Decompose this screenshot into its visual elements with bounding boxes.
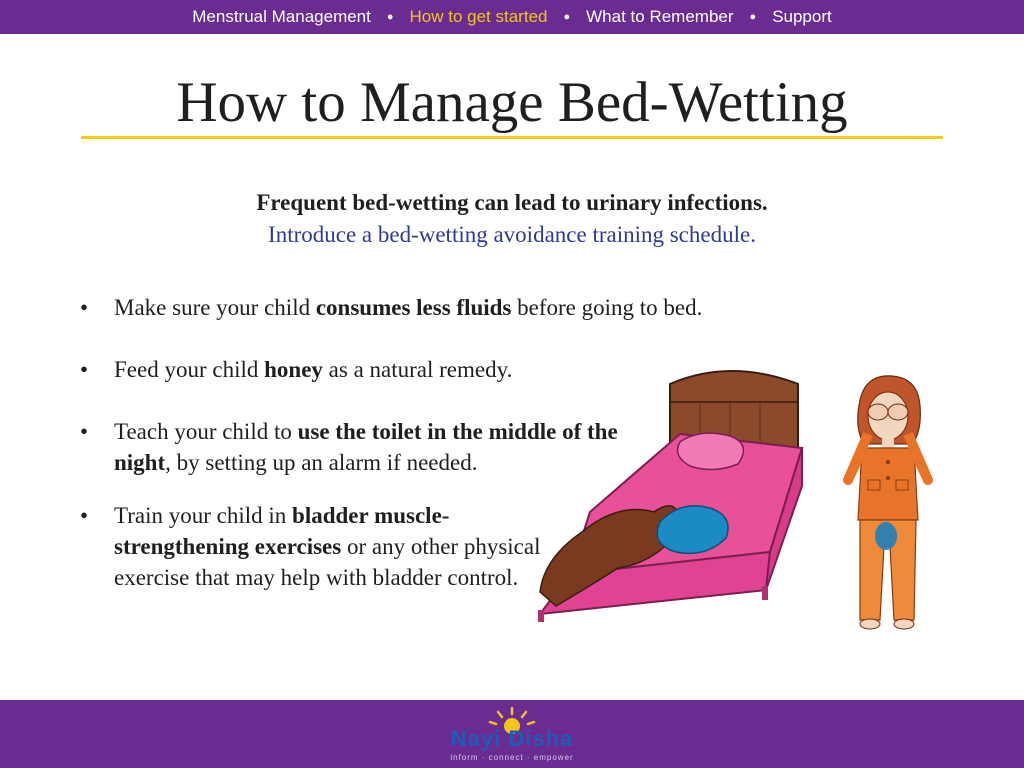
bullet-dot: • [80, 503, 89, 528]
tip-text: Feed your child [114, 357, 265, 382]
tip-text: as a natural remedy. [322, 357, 513, 382]
nav-separator: ● [563, 11, 571, 23]
logo-tagline: inform · connect · empower [450, 753, 574, 762]
tip-text: before going to bed. [511, 295, 703, 320]
nav-support[interactable]: Support [772, 7, 832, 26]
nav-menstrual-management[interactable]: Menstrual Management [192, 7, 371, 26]
nav-what-to-remember[interactable]: What to Remember [586, 7, 734, 26]
nav-separator: ● [386, 11, 394, 23]
tip-emphasis: use the toilet in the middle of the night [114, 419, 618, 475]
title-underline [81, 136, 943, 139]
bullet-dot: • [80, 357, 89, 382]
tip-text: Teach your child to [114, 419, 298, 444]
wet-bed-illustration [530, 362, 820, 624]
nav-separator: ● [749, 11, 757, 23]
tip-text: or any other physical exercise that may help with bladder control. [114, 534, 541, 590]
tip-emphasis: consumes less fluids [315, 295, 512, 320]
tip-emphasis: honey [264, 357, 323, 382]
bullet-dot: • [80, 295, 89, 320]
warning-text: Frequent bed-wetting can lead to urinary infections. [256, 190, 768, 215]
tip-emphasis: bladder muscle-strengthening exercises [114, 503, 450, 559]
tip-text: , by setting up an alarm if needed. [165, 450, 478, 475]
list-item [80, 500, 560, 593]
bullet-dot: • [80, 419, 89, 444]
tip-text: Make sure your child [114, 295, 316, 320]
page-title: How to Manage Bed-Wetting [176, 71, 848, 134]
list-item [80, 292, 840, 323]
tip-text: Train your child in [114, 503, 293, 528]
top-nav [0, 0, 1024, 34]
logo-name: Nayi Disha [450, 726, 574, 751]
crying-girl-illustration [838, 370, 938, 635]
nav-how-to-get-started[interactable]: How to get started [409, 7, 548, 26]
advice-text: Introduce a bed-wetting avoidance training schedule. [268, 222, 756, 247]
